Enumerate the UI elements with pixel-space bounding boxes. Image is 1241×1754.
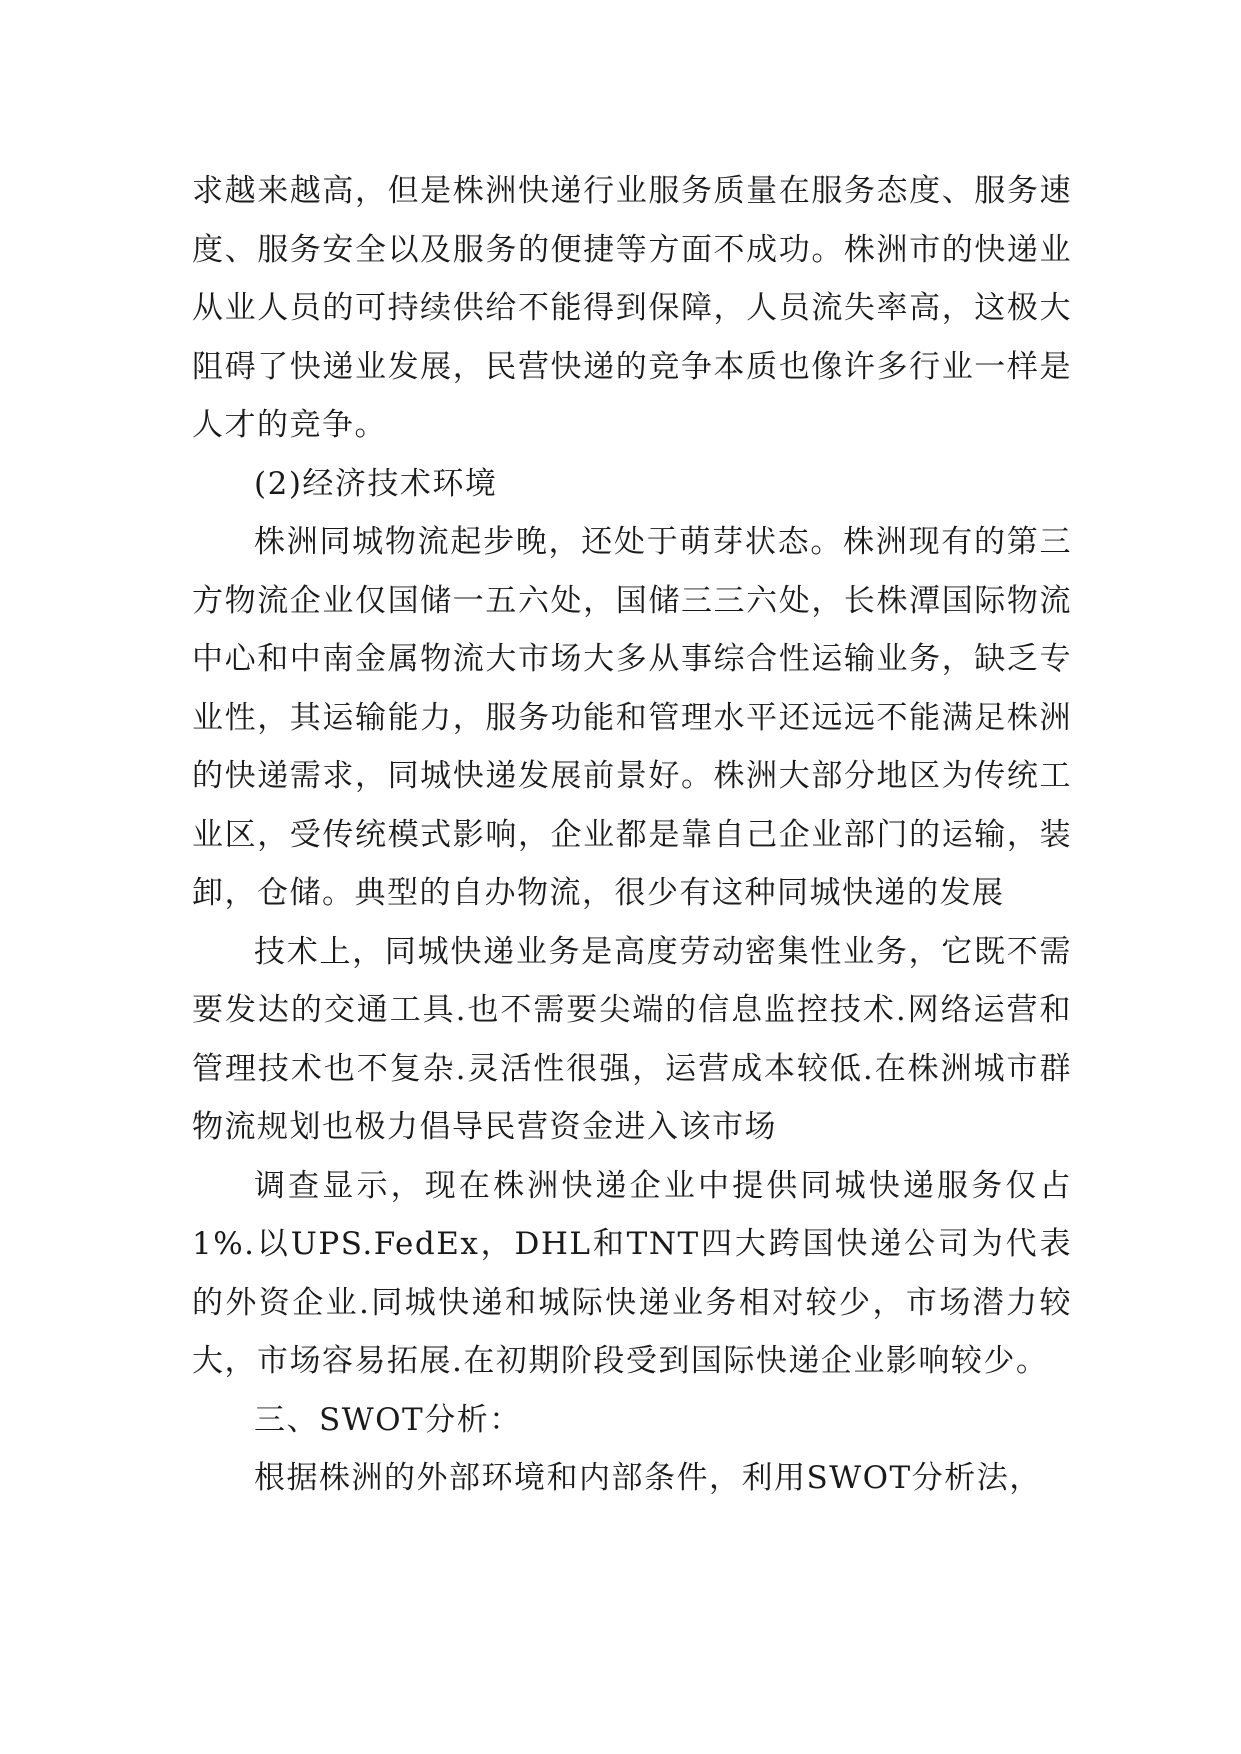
paragraph-logistics-status: 株洲同城物流起步晚，还处于萌芽状态。株洲现有的第三方物流企业仅国储一五六处，国储三三六处，长株潭国际物流中心和中南金属物流大市场大多从事综合性运输业务，缺乏专业性，其运输能力，服务功能和管理水平还远远不能满足株洲的快递需求，同城快递发展前景好。株洲大部分地区为传统工业区，受传统模式影响，企业都是靠自己企业部门的运输，装卸，仓储。典型的自办物流，很少有这种同城快递的发展 <box>192 524 1072 911</box>
paragraph-continuation: 求越来越高，但是株洲快递行业服务质量在服务态度、服务速度、服务安全以及服务的便捷等方面不成功。株洲市的快递业从业人员的可持续供给不能得到保障，人员流失率高，这极大阻碍了快递业发展，民营快递的竞争本质也像许多行业一样是人才的竞争。 <box>192 173 1072 443</box>
section-heading-swot: 三、SWOT分析： <box>254 1401 522 1438</box>
section-heading-economic-technical: (2)经济技术环境 <box>254 465 498 502</box>
document-body <box>192 162 1072 1508</box>
paragraph-swot-intro: 根据株洲的外部环境和内部条件，利用SWOT分析法， <box>254 1460 1042 1496</box>
paragraph-survey: 调查显示，现在株洲快递企业中提供同城快递服务仅占1%.以UPS.FedEx，DHL和TNT四大跨国快递公司为代表的外资企业.同城快递和城际快递业务相对较少，市场潜力较大，市场容易拓展.在初期阶段受到国际快递企业影响较少。 <box>192 1167 1072 1379</box>
paragraph-technology: 技术上，同城快递业务是高度劳动密集性业务，它既不需要发达的交通工具.也不需要尖端的信息监控技术.网络运营和管理技术也不复杂.灵活性很强，运营成本较低.在株洲城市群物流规划也极力倡导民营资金进入该市场 <box>192 933 1072 1145</box>
